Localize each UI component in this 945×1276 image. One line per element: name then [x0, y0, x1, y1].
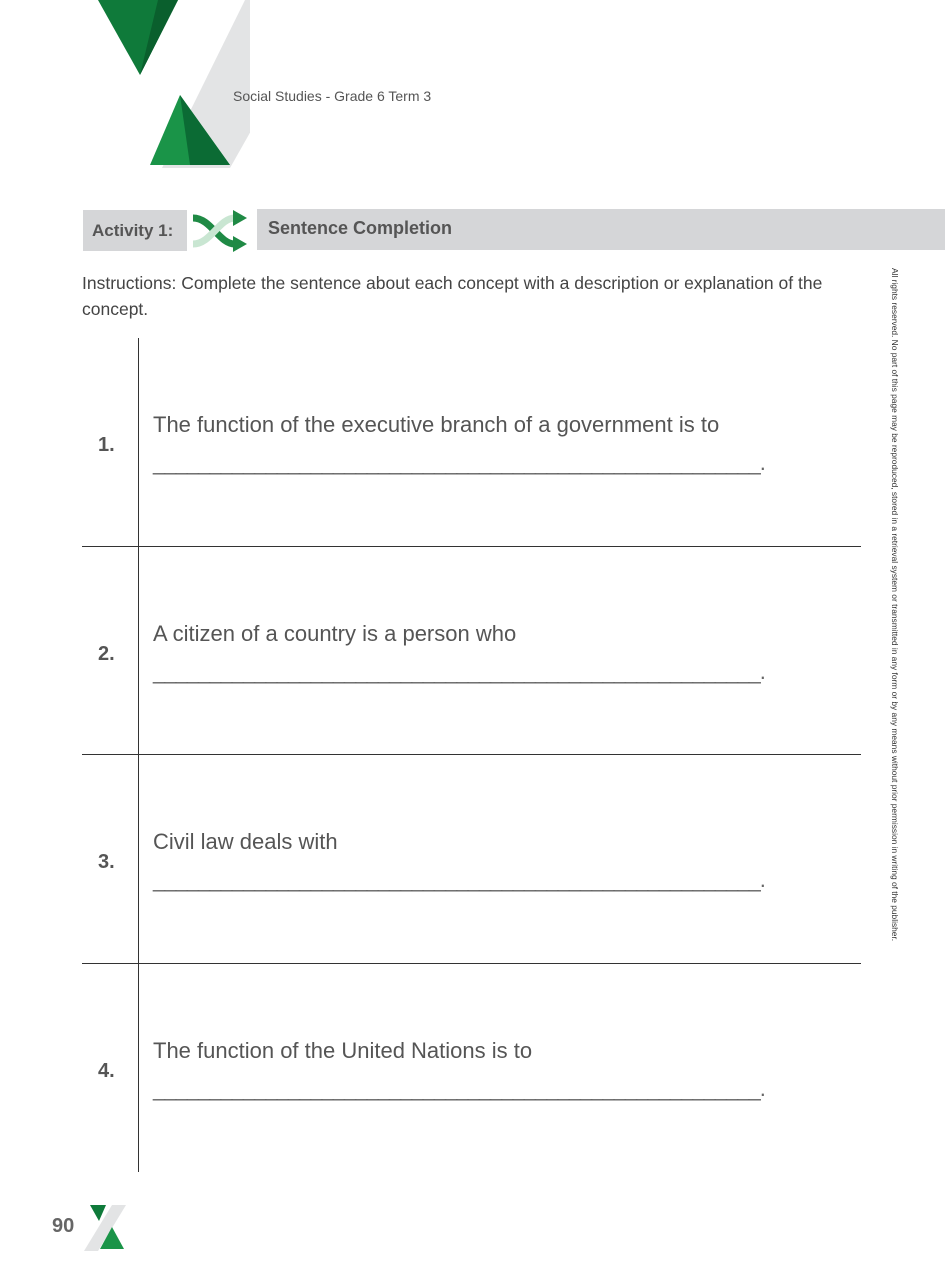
page-number: 90 [52, 1215, 75, 1237]
item-number: 2. [98, 643, 115, 665]
answer-blank[interactable]: ______________________________________________________. [153, 450, 765, 475]
item-prompt: The function of the United Nations is to [153, 1038, 533, 1063]
row-divider [82, 963, 861, 964]
answer-blank[interactable]: ______________________________________________________. [153, 659, 765, 684]
footer-logo [82, 1205, 126, 1251]
answer-blank[interactable]: ______________________________________________________. [153, 1076, 765, 1101]
shuffle-arrows-icon [189, 210, 247, 252]
row-divider [82, 546, 861, 547]
item-number: 4. [98, 1060, 115, 1082]
item-number: 1. [98, 434, 115, 456]
instructions-text: Instructions: Complete the sentence about each concept with a description or explanation of the concept. [82, 273, 823, 319]
item-prompt: A citizen of a country is a person who [153, 621, 517, 646]
row-divider [82, 754, 861, 755]
header-subtitle: Social Studies - Grade 6 Term 3 [233, 88, 432, 104]
activity-title: Sentence Completion [257, 209, 945, 250]
item-number: 3. [98, 851, 115, 873]
rights-notice: All rights reserved. No part of this page may be reproduced, stored in a retrieval system or transmitted in any form or by any means without prior permission in writing of the publisher. [890, 268, 900, 942]
activity-label: Activity 1: [83, 210, 187, 251]
item-prompt: Civil law deals with [153, 829, 338, 854]
item-prompt: The function of the executive branch of a government is to [153, 412, 720, 437]
table-divider-vertical [138, 338, 139, 1172]
header-logo [80, 0, 250, 168]
answer-blank[interactable]: ______________________________________________________. [153, 867, 765, 892]
